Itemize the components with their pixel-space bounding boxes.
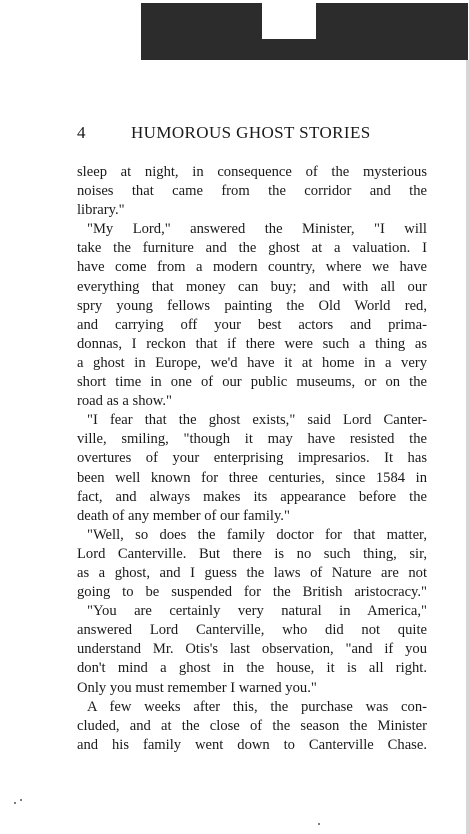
text-line: and his family went down to Canterville Chase. (77, 736, 427, 753)
text-line: "You are certainly very natural in America," (87, 603, 427, 620)
text-line: Only you must remember I warned you." (77, 679, 317, 696)
text-line: A few weeks after this, the purchase was con- (87, 698, 427, 715)
text-line: short time in one of our public museums, or on the (77, 374, 427, 391)
text-line: library." (77, 202, 125, 219)
text-line: death of any member of our family." (77, 507, 290, 524)
text-line: understand Mr. Otis's last observation, "and if you (77, 641, 427, 658)
scan-speck (318, 823, 320, 825)
text-line: take the furniture and the ghost at a valuation. I (77, 240, 427, 257)
text-line: been well known for three centuries, since 1584 in (77, 469, 427, 486)
text-line: cluded, and at the close of the season the Minister (77, 717, 427, 734)
page-number: 4 (77, 123, 86, 142)
scan-artifact-notch (262, 3, 316, 39)
text-line: spry young fellows painting the Old World red, (77, 297, 427, 314)
body-text (77, 163, 427, 755)
page-header (77, 121, 427, 145)
text-line: road as a show." (77, 393, 172, 410)
text-line: as a ghost, and I guess the laws of Nature are not (77, 564, 427, 581)
text-line: donnas, I reckon that if there were such a thing as (77, 335, 427, 352)
text-line: "Well, so does the family doctor for that matter, (87, 526, 427, 543)
text-line: fact, and always makes its appearance before the (77, 488, 427, 505)
text-line: noises that came from the corridor and the (77, 183, 427, 200)
text-line: going to be suspended for the British aristocracy." (77, 584, 427, 601)
text-line: a ghost in Europe, we'd have it at home in a very (77, 354, 427, 371)
text-line: "I fear that the ghost exists," said Lord Canter- (87, 412, 427, 429)
text-line: everything that money can buy; and with all our (77, 278, 427, 295)
text-line: sleep at night, in consequence of the mysterious (77, 164, 427, 180)
running-head: HUMOROUS GHOST STORIES (131, 123, 371, 142)
text-line: have come from a modern country, where we have (77, 259, 427, 276)
text-line: "My Lord," answered the Minister, "I will (87, 221, 427, 238)
text-line: don't mind a ghost in the house, it is all right. (77, 660, 427, 677)
text-line: ville, smiling, "though it may have resisted the (77, 431, 427, 448)
text-line: and carrying off your best actors and prima- (77, 316, 427, 333)
text-line: answered Lord Canterville, who did not quite (77, 622, 427, 639)
scan-speck (14, 802, 16, 804)
text-line: overtures of your enterprising impresarios. It has (77, 450, 427, 467)
scan-speck (20, 799, 22, 801)
text-line: Lord Canterville. But there is no such thing, sir, (77, 545, 427, 562)
